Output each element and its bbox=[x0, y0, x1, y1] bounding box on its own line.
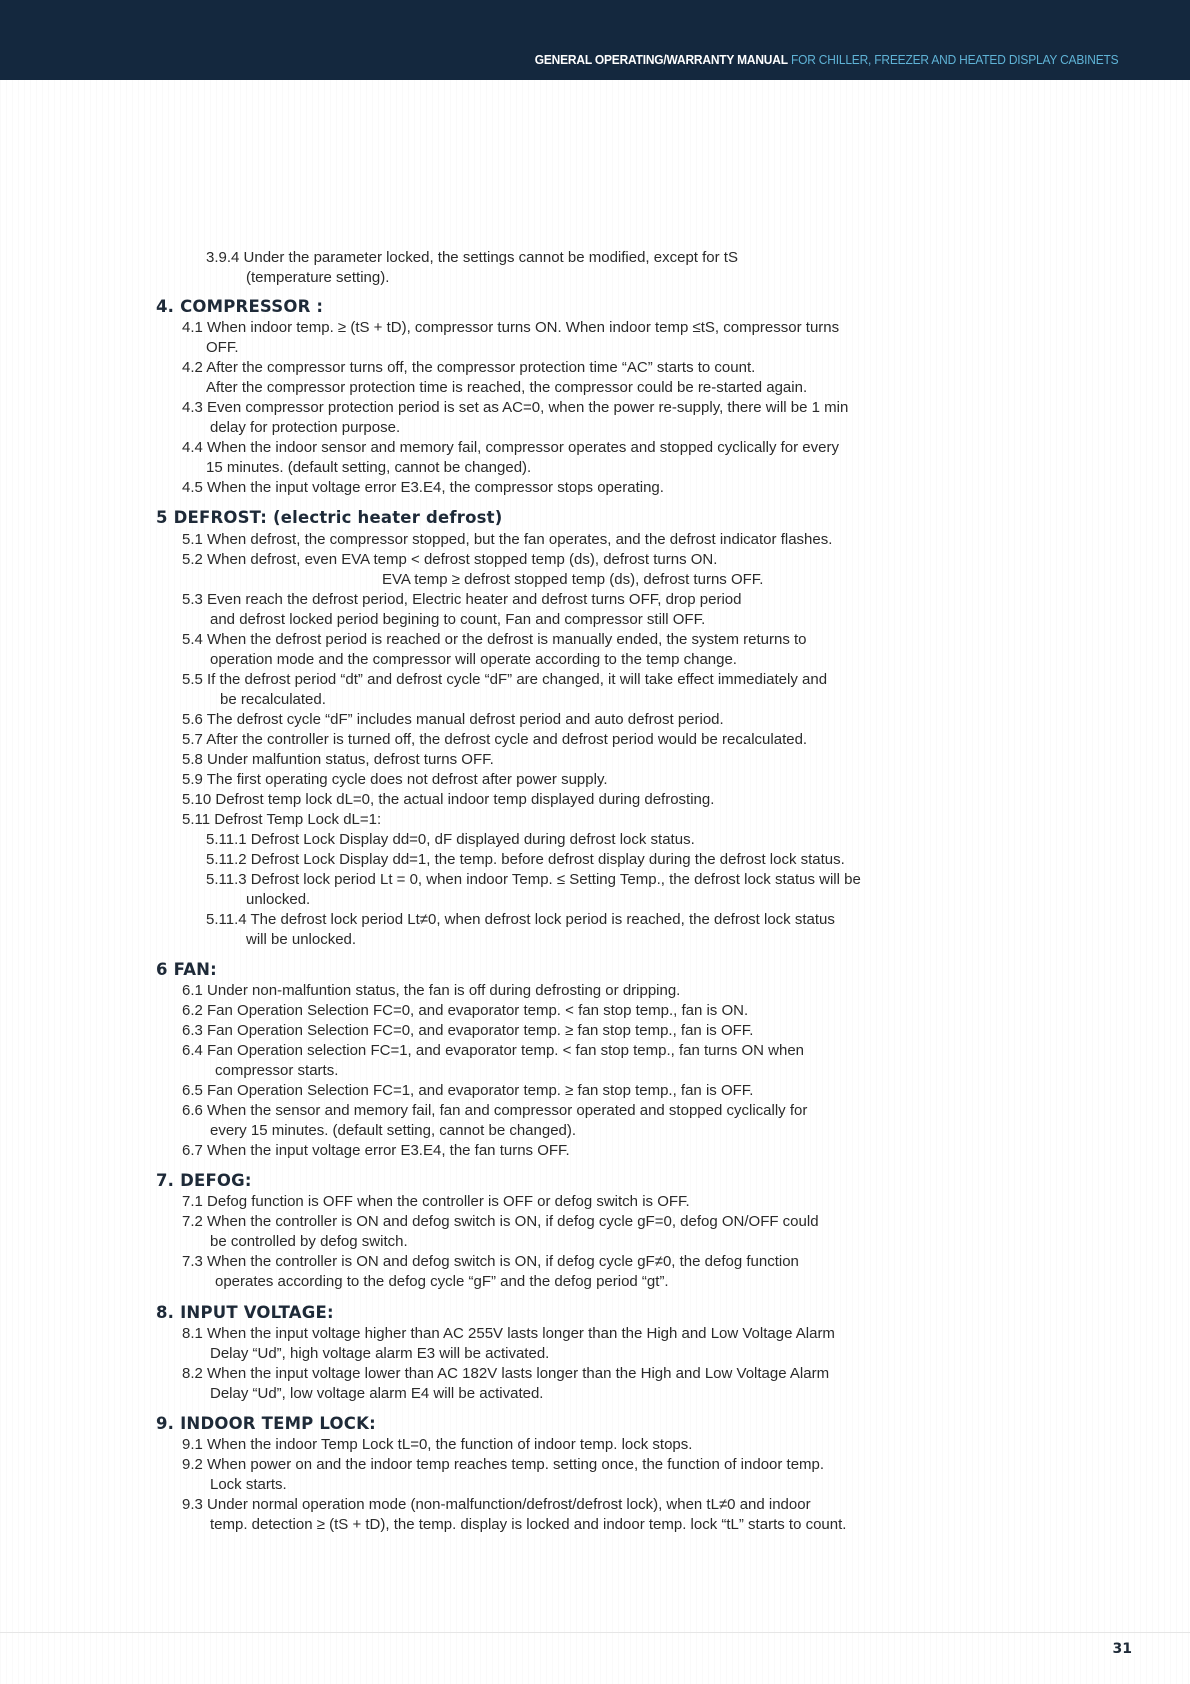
text-line: 6.1 Under non-malfuntion status, the fan is off during defrosting or dripping. bbox=[182, 982, 681, 999]
text-line: EVA temp ≥ defrost stopped temp (ds), defrost turns OFF. bbox=[382, 571, 764, 588]
text-line: 5.11.2 Defrost Lock Display dd=1, the temp. before defrost display during the defrost lock status. bbox=[206, 851, 845, 868]
text-line: 5.6 The defrost cycle “dF” includes manual defrost period and auto defrost period. bbox=[182, 711, 724, 728]
text-line: 5.8 Under malfuntion status, defrost turns OFF. bbox=[182, 751, 494, 768]
text-line: 9.2 When power on and the indoor temp reaches temp. setting once, the function of indoor temp. bbox=[182, 1456, 825, 1473]
text-line: be controlled by defog switch. bbox=[210, 1233, 408, 1250]
text-line: 5.2 When defrost, even EVA temp < defrost stopped temp (ds), defrost turns ON. bbox=[182, 551, 718, 568]
text-line: 5.9 The first operating cycle does not defrost after power supply. bbox=[182, 771, 608, 788]
text-line: 5.11.4 The defrost lock period Lt≠0, when defrost lock period is reached, the defrost lock status bbox=[206, 911, 835, 928]
section-heading-defog: 7. DEFOG: bbox=[156, 1171, 252, 1190]
text-line: 4.1 When indoor temp. ≥ (tS + tD), compressor turns ON. When indoor temp ≤tS, compressor turns bbox=[182, 319, 840, 336]
text-line: 8.2 When the input voltage lower than AC 182V lasts longer than the High and Low Voltage Alarm bbox=[182, 1365, 830, 1382]
text-line: 7.2 When the controller is ON and defog switch is ON, if defog cycle gF=0, defog ON/OFF could bbox=[182, 1213, 819, 1230]
text-line: 3.9.4 Under the parameter locked, the settings cannot be modified, except for tS bbox=[206, 249, 738, 266]
text-line: compressor starts. bbox=[215, 1062, 339, 1079]
text-line: Lock starts. bbox=[210, 1476, 287, 1493]
text-line: operates according to the defog cycle “gF” and the defog period “gt”. bbox=[215, 1273, 669, 1290]
text-line: After the compressor protection time is reached, the compressor could be re-started again. bbox=[206, 379, 808, 396]
text-line: 6.4 Fan Operation selection FC=1, and evaporator temp. < fan stop temp., fan turns ON when bbox=[182, 1042, 805, 1059]
footer-rule bbox=[0, 1632, 1190, 1633]
text-line: 4.3 Even compressor protection period is set as AC=0, when the power re-supply, there will be 1 min bbox=[182, 399, 849, 416]
text-line: Delay “Ud”, high voltage alarm E3 will be activated. bbox=[210, 1345, 550, 1362]
text-line: 5.1 When defrost, the compressor stopped, but the fan operates, and the defrost indicator flashes. bbox=[182, 531, 833, 548]
text-line: 5.7 After the controller is turned off, the defrost cycle and defrost period would be recalculated. bbox=[182, 731, 808, 748]
header-title-light: FOR CHILLER, FREEZER AND HEATED DISPLAY CABINETS bbox=[790, 52, 1118, 67]
text-line: 6.6 When the sensor and memory fail, fan and compressor operated and stopped cyclically for bbox=[182, 1102, 808, 1119]
text-line: unlocked. bbox=[246, 891, 311, 908]
text-line: 6.7 When the input voltage error E3.E4, the fan turns OFF. bbox=[182, 1142, 570, 1159]
text-line: 5.3 Even reach the defrost period, Electric heater and defrost turns OFF, drop period bbox=[182, 591, 742, 608]
text-line: 8.1 When the input voltage higher than AC 255V lasts longer than the High and Low Voltage Alarm bbox=[182, 1325, 835, 1342]
text-line: 7.1 Defog function is OFF when the controller is OFF or defog switch is OFF. bbox=[182, 1193, 690, 1210]
section-heading-defrost: 5 DEFROST: (electric heater defrost) bbox=[156, 508, 503, 527]
text-line: 4.2 After the compressor turns off, the compressor protection time “AC” starts to count. bbox=[182, 359, 756, 376]
text-line: will be unlocked. bbox=[246, 931, 357, 948]
header-title bbox=[534, 52, 1118, 67]
text-line: every 15 minutes. (default setting, cannot be changed). bbox=[210, 1122, 577, 1139]
text-line: operation mode and the compressor will operate according to the temp change. bbox=[210, 651, 737, 668]
text-line: 5.5 If the defrost period “dt” and defrost cycle “dF” are changed, it will take effect immediately and bbox=[182, 671, 828, 688]
text-line: 5.10 Defrost temp lock dL=0, the actual indoor temp displayed during defrosting. bbox=[182, 791, 715, 808]
text-line: 6.5 Fan Operation Selection FC=1, and evaporator temp. ≥ fan stop temp., fan is OFF. bbox=[182, 1082, 754, 1099]
text-line: and defrost locked period begining to count, Fan and compressor still OFF. bbox=[210, 611, 706, 628]
text-line: (temperature setting). bbox=[246, 269, 390, 286]
page-number: 31 bbox=[1112, 1641, 1132, 1657]
text-line: 5.11.3 Defrost lock period Lt = 0, when indoor Temp. ≤ Setting Temp., the defrost lock status will be bbox=[206, 871, 861, 888]
text-line: 9.1 When the indoor Temp Lock tL=0, the function of indoor temp. lock stops. bbox=[182, 1436, 693, 1453]
section-heading-indoor-temp-lock: 9. INDOOR TEMP LOCK: bbox=[156, 1414, 376, 1433]
text-line: 6.2 Fan Operation Selection FC=0, and evaporator temp. < fan stop temp., fan is ON. bbox=[182, 1002, 749, 1019]
header-title-bold: GENERAL OPERATING/WARRANTY MANUAL bbox=[534, 52, 788, 67]
text-line: be recalculated. bbox=[220, 691, 326, 708]
text-line: OFF. bbox=[206, 339, 239, 356]
header-band bbox=[0, 0, 1190, 80]
text-line: 5.11.1 Defrost Lock Display dd=0, dF displayed during defrost lock status. bbox=[206, 831, 695, 848]
text-line: 15 minutes. (default setting, cannot be changed). bbox=[206, 459, 532, 476]
text-line: 5.11 Defrost Temp Lock dL=1: bbox=[182, 811, 382, 828]
text-line: 6.3 Fan Operation Selection FC=0, and evaporator temp. ≥ fan stop temp., fan is OFF. bbox=[182, 1022, 754, 1039]
text-line: Delay “Ud”, low voltage alarm E4 will be activated. bbox=[210, 1385, 544, 1402]
section-heading-input-voltage: 8. INPUT VOLTAGE: bbox=[156, 1303, 334, 1322]
section-heading-compressor: 4. COMPRESSOR : bbox=[156, 297, 324, 316]
section-heading-fan: 6 FAN: bbox=[156, 960, 217, 979]
text-line: 9.3 Under normal operation mode (non-malfunction/defrost/defrost lock), when tL≠0 and indoor bbox=[182, 1496, 811, 1513]
text-line: 5.4 When the defrost period is reached or the defrost is manually ended, the system returns to bbox=[182, 631, 807, 648]
text-line: 7.3 When the controller is ON and defog switch is ON, if defog cycle gF≠0, the defog function bbox=[182, 1253, 799, 1270]
text-line: 4.4 When the indoor sensor and memory fail, compressor operates and stopped cyclically for every bbox=[182, 439, 839, 456]
text-line: delay for protection purpose. bbox=[210, 419, 401, 436]
text-line: 4.5 When the input voltage error E3.E4, the compressor stops operating. bbox=[182, 479, 664, 496]
text-line: temp. detection ≥ (tS + tD), the temp. display is locked and indoor temp. lock “tL” starts to count. bbox=[210, 1516, 847, 1533]
